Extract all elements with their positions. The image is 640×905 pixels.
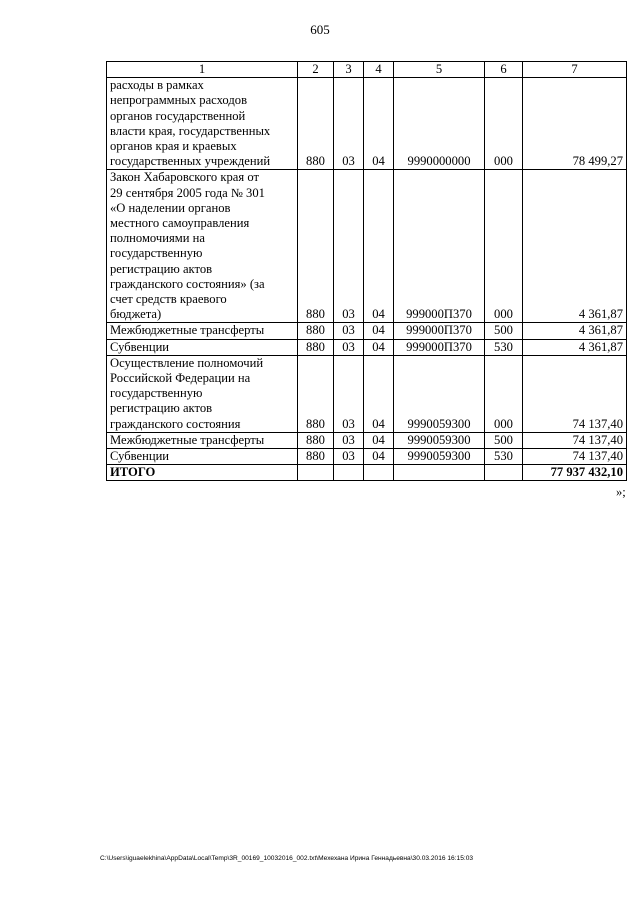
row-name-cell — [107, 323, 298, 339]
table-cell — [334, 465, 364, 481]
cell-ministry-code: 880 — [298, 449, 334, 465]
header-col-1: 1 — [107, 62, 298, 78]
row-name-line: 29 сентября 2005 года № 301 — [110, 185, 265, 200]
row-name-line: непрограммных расходов — [110, 93, 248, 108]
cell-amount: 74 137,40 — [523, 432, 627, 448]
header-col-2: 2 — [298, 62, 334, 78]
cell-amount: 74 137,40 — [523, 449, 627, 465]
row-name-line: государственную — [110, 246, 203, 261]
row-name-cell — [107, 432, 298, 448]
table-row — [107, 339, 627, 355]
cell-expense-type-code: 530 — [485, 339, 523, 355]
cell-ministry-code: 880 — [298, 432, 334, 448]
row-name-cell — [107, 339, 298, 355]
cell-section-code: 03 — [334, 323, 364, 339]
row-name-cell — [107, 355, 298, 432]
cell-subsection-code: 04 — [364, 449, 394, 465]
total-row — [107, 465, 627, 481]
cell-expense-type-code: 500 — [485, 432, 523, 448]
cell-subsection-code: 04 — [364, 323, 394, 339]
cell-section-code: 03 — [334, 78, 364, 170]
table-row — [107, 432, 627, 448]
row-name-line: счет средств краевого — [110, 292, 227, 307]
closing-quote-suffix: »; — [616, 485, 626, 499]
cell-subsection-code: 04 — [364, 339, 394, 355]
cell-subsection-code: 04 — [364, 432, 394, 448]
header-col-5: 5 — [394, 62, 485, 78]
row-name-line: «О наделении органов — [110, 200, 231, 215]
footer-file-path: C:\Users\iguaelekhina\AppData\Local\Temp\3R_00169_10032016_002.txt\Мехеханa Ирина Геннадьевна\30.03.2016 16:15:03 — [100, 855, 474, 862]
row-name-line: полномочиями на — [110, 231, 205, 246]
table-cell — [364, 465, 394, 481]
table-row — [107, 78, 627, 170]
cell-target-code: 999000П370 — [394, 339, 485, 355]
cell-expense-type-code: 000 — [485, 170, 523, 323]
cell-ministry-code: 880 — [298, 339, 334, 355]
row-name-line: Осуществление полномочий — [110, 355, 264, 370]
cell-amount: 74 137,40 — [523, 355, 627, 432]
cell-subsection-code: 04 — [364, 78, 394, 170]
row-name-line: Субвенции — [110, 339, 170, 354]
cell-target-code: 9990059300 — [394, 449, 485, 465]
row-name-line: государственных учреждений — [110, 154, 271, 169]
table-row — [107, 170, 627, 323]
row-name-cell — [107, 170, 298, 323]
cell-target-code: 999000П370 — [394, 170, 485, 323]
cell-section-code: 03 — [334, 355, 364, 432]
cell-target-code: 9990059300 — [394, 355, 485, 432]
table-body — [107, 78, 627, 465]
cell-ministry-code: 880 — [298, 323, 334, 339]
table-cell — [485, 465, 523, 481]
cell-expense-type-code: 000 — [485, 78, 523, 170]
row-name-line: Субвенции — [110, 449, 170, 464]
cell-amount: 4 361,87 — [523, 323, 627, 339]
header-col-3: 3 — [334, 62, 364, 78]
cell-section-code: 03 — [334, 170, 364, 323]
row-name-line: власти края, государственных — [110, 123, 271, 138]
row-name-cell — [107, 78, 298, 170]
cell-ministry-code: 880 — [298, 170, 334, 323]
row-name-line: Межбюджетные трансферты — [110, 432, 265, 447]
row-name-line: расходы в рамках — [110, 78, 204, 93]
cell-section-code: 03 — [334, 339, 364, 355]
table-row — [107, 355, 627, 432]
table-row — [107, 449, 627, 465]
row-name-line: государственную — [110, 386, 203, 401]
cell-ministry-code: 880 — [298, 78, 334, 170]
header-col-4: 4 — [364, 62, 394, 78]
page-number: 605 — [310, 22, 330, 37]
cell-amount: 78 499,27 — [523, 78, 627, 170]
budget-table — [106, 61, 627, 481]
cell-amount: 4 361,87 — [523, 339, 627, 355]
row-name-line: местного самоуправления — [110, 216, 250, 231]
cell-amount: 4 361,87 — [523, 170, 627, 323]
row-name-line: регистрацию актов — [110, 261, 213, 276]
cell-target-code: 999000П370 — [394, 323, 485, 339]
cell-expense-type-code: 530 — [485, 449, 523, 465]
row-name-line: Межбюджетные трансферты — [110, 323, 265, 338]
total-value: 77 937 432,10 — [523, 465, 627, 481]
header-row — [107, 62, 627, 78]
cell-section-code: 03 — [334, 449, 364, 465]
cell-expense-type-code: 500 — [485, 323, 523, 339]
row-name-line: Закон Хабаровского края от — [110, 170, 259, 185]
row-name-line: гражданского состояния» (за — [110, 276, 265, 291]
cell-ministry-code: 880 — [298, 355, 334, 432]
header-col-7: 7 — [523, 62, 627, 78]
table-cell — [298, 465, 334, 481]
cell-subsection-code: 04 — [364, 355, 394, 432]
cell-subsection-code: 04 — [364, 170, 394, 323]
row-name-line: Российской Федерации на — [110, 371, 251, 386]
table-row — [107, 323, 627, 339]
row-name-line: органов государственной — [110, 108, 246, 123]
table-cell — [394, 465, 485, 481]
row-name-line: регистрацию актов — [110, 401, 213, 416]
row-name-line: гражданского состояния — [110, 416, 241, 431]
cell-expense-type-code: 000 — [485, 355, 523, 432]
header-col-6: 6 — [485, 62, 523, 78]
cell-section-code: 03 — [334, 432, 364, 448]
row-name-line: органов края и краевых — [110, 139, 237, 154]
cell-target-code: 9990059300 — [394, 432, 485, 448]
row-name-line: бюджета) — [110, 307, 162, 322]
total-label: ИТОГО — [107, 465, 298, 481]
cell-target-code: 9990000000 — [394, 78, 485, 170]
row-name-cell — [107, 449, 298, 465]
